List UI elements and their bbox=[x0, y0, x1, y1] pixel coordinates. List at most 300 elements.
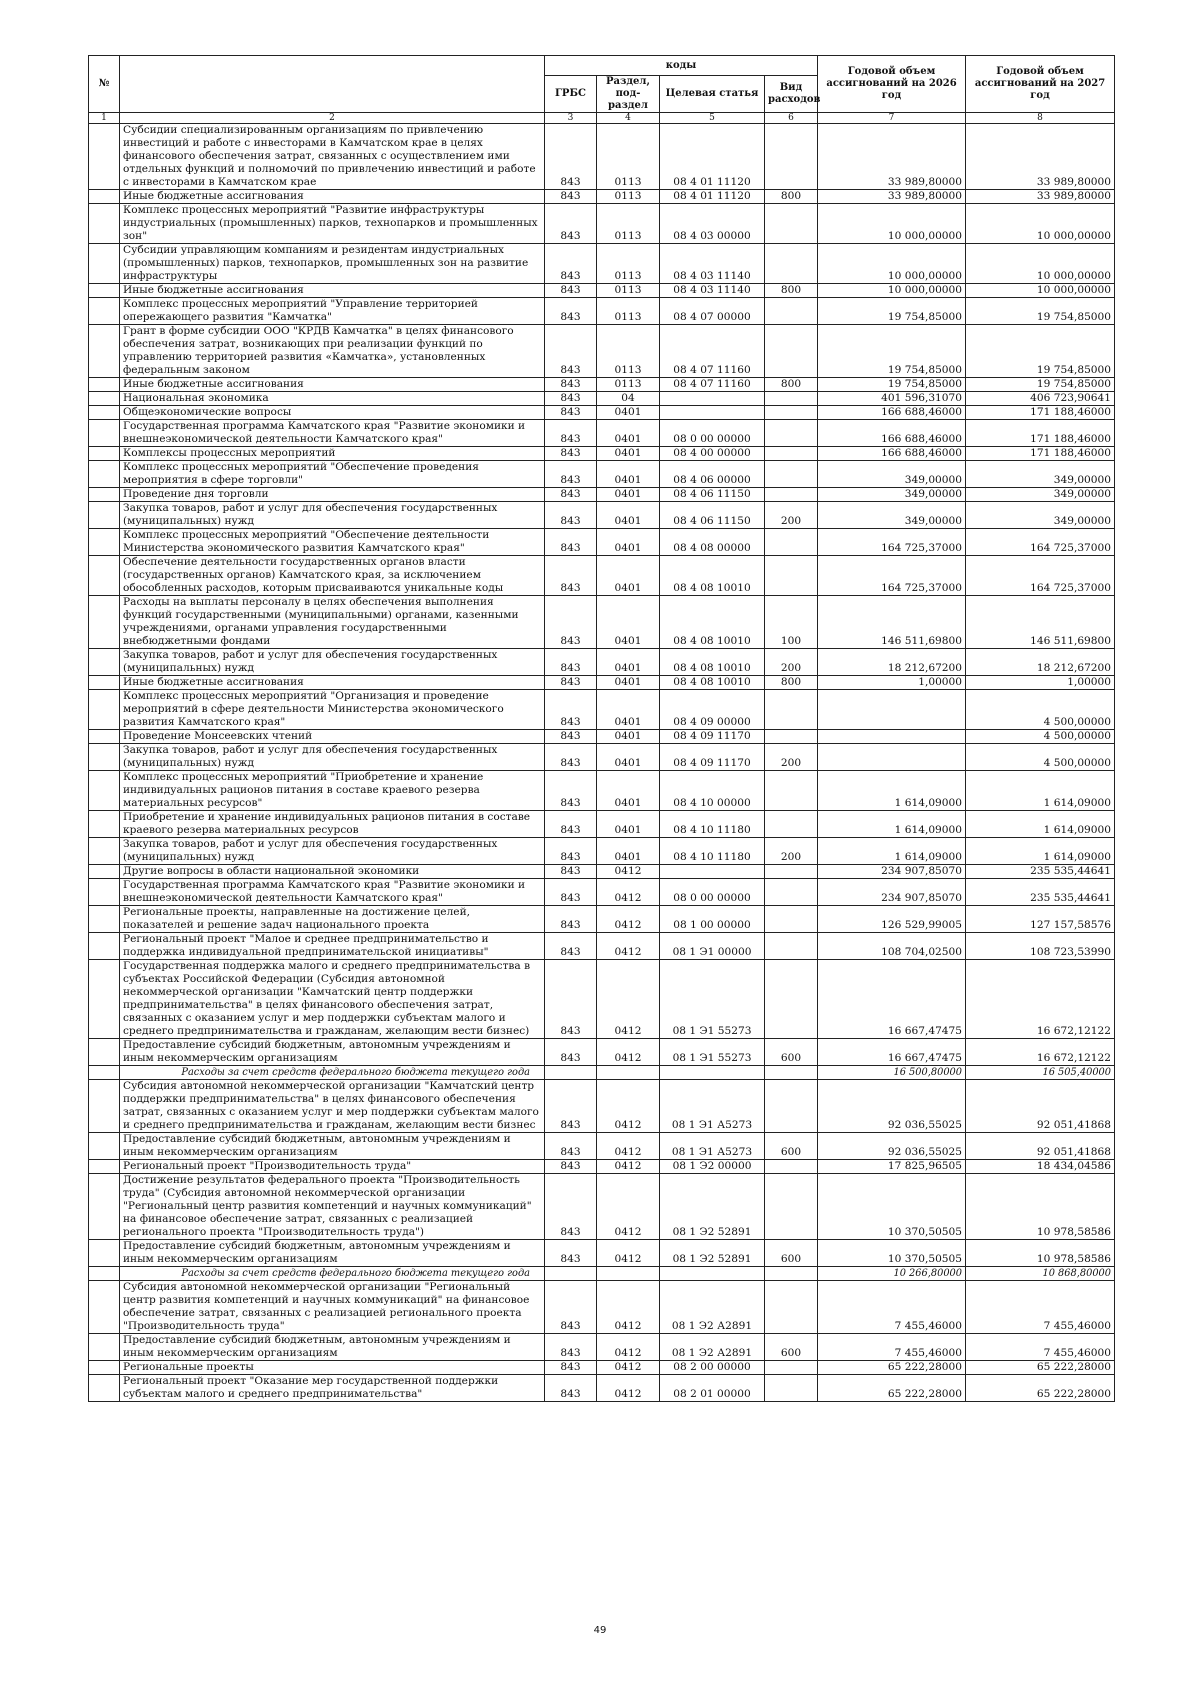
target-article-code: 08 4 03 11140 bbox=[660, 244, 765, 284]
table-body bbox=[89, 124, 1115, 1402]
row-no-cell bbox=[89, 488, 120, 502]
amount-2026: 164 725,37000 bbox=[818, 529, 966, 556]
amount-2026: 1 614,09000 bbox=[818, 771, 966, 811]
header-2027: Годовой объем ассигнований на 2027 год bbox=[966, 56, 1115, 113]
row-no-cell bbox=[89, 190, 120, 204]
section-code: 0401 bbox=[597, 461, 660, 488]
amount-2026: 19 754,85000 bbox=[818, 325, 966, 378]
amount-2026 bbox=[818, 730, 966, 744]
target-article-code: 08 1 Э2 52891 bbox=[660, 1174, 765, 1240]
target-article-code bbox=[660, 406, 765, 420]
expense-name: Комплекс процессных мероприятий "Обеспечение проведения мероприятия в сфере торговли" bbox=[120, 461, 545, 488]
section-code: 0412 bbox=[597, 1160, 660, 1174]
col-number: 4 bbox=[597, 113, 660, 124]
target-article-code: 08 4 07 00000 bbox=[660, 298, 765, 325]
table-row bbox=[89, 502, 1115, 529]
grbs-code: 843 bbox=[545, 529, 597, 556]
amount-2027: 349,00000 bbox=[966, 488, 1115, 502]
amount-2026: 126 529,99005 bbox=[818, 906, 966, 933]
amount-2026: 19 754,85000 bbox=[818, 298, 966, 325]
target-article-code: 08 1 Э2 А2891 bbox=[660, 1281, 765, 1334]
section-code: 0113 bbox=[597, 204, 660, 244]
expense-type-code: 200 bbox=[765, 502, 818, 529]
amount-2026: 349,00000 bbox=[818, 488, 966, 502]
section-code: 0401 bbox=[597, 556, 660, 596]
expense-type-code bbox=[765, 865, 818, 879]
table-row bbox=[89, 906, 1115, 933]
grbs-code: 843 bbox=[545, 865, 597, 879]
amount-2027: 1 614,09000 bbox=[966, 771, 1115, 811]
grbs-code bbox=[545, 1066, 597, 1080]
expense-type-code bbox=[765, 447, 818, 461]
amount-2026: 108 704,02500 bbox=[818, 933, 966, 960]
amount-2027: 171 188,46000 bbox=[966, 420, 1115, 447]
table-row bbox=[89, 556, 1115, 596]
amount-2026: 146 511,69800 bbox=[818, 596, 966, 649]
expense-name: Региональный проект "Производительность труда" bbox=[120, 1160, 545, 1174]
expense-type-code bbox=[765, 1375, 818, 1402]
amount-2026: 65 222,28000 bbox=[818, 1361, 966, 1375]
table-row bbox=[89, 1160, 1115, 1174]
expense-type-code bbox=[765, 933, 818, 960]
expense-type-code bbox=[765, 1066, 818, 1080]
row-no-cell bbox=[89, 1066, 120, 1080]
table-row bbox=[89, 730, 1115, 744]
table-row bbox=[89, 838, 1115, 865]
table-row bbox=[89, 190, 1115, 204]
row-no-cell bbox=[89, 865, 120, 879]
amount-2026: 16 667,47475 bbox=[818, 960, 966, 1039]
row-no-cell bbox=[89, 1133, 120, 1160]
row-no-cell bbox=[89, 325, 120, 378]
expense-name: Региональные проекты bbox=[120, 1361, 545, 1375]
expense-type-code bbox=[765, 1361, 818, 1375]
row-no-cell bbox=[89, 298, 120, 325]
grbs-code: 843 bbox=[545, 879, 597, 906]
amount-2026: 1,00000 bbox=[818, 676, 966, 690]
target-article-code: 08 4 01 11120 bbox=[660, 190, 765, 204]
row-no-cell bbox=[89, 529, 120, 556]
amount-2026: 166 688,46000 bbox=[818, 406, 966, 420]
section-code: 0401 bbox=[597, 811, 660, 838]
row-no-cell bbox=[89, 204, 120, 244]
target-article-code: 08 1 00 00000 bbox=[660, 906, 765, 933]
header-no: № bbox=[89, 56, 120, 113]
expense-name: Государственная программа Камчатского края "Развитие экономики и внешнеэкономической деятельности Камчатского края" bbox=[120, 420, 545, 447]
amount-2026: 10 000,00000 bbox=[818, 284, 966, 298]
target-article-code: 08 1 Э1 55273 bbox=[660, 960, 765, 1039]
expense-type-code: 800 bbox=[765, 190, 818, 204]
amount-2026: 17 825,96505 bbox=[818, 1160, 966, 1174]
table-row bbox=[89, 1281, 1115, 1334]
row-no-cell bbox=[89, 1267, 120, 1281]
amount-2026: 19 754,85000 bbox=[818, 378, 966, 392]
grbs-code: 843 bbox=[545, 502, 597, 529]
grbs-code: 843 bbox=[545, 1080, 597, 1133]
table-row bbox=[89, 378, 1115, 392]
expense-type-code bbox=[765, 1174, 818, 1240]
target-article-code: 08 1 Э1 55273 bbox=[660, 1039, 765, 1066]
section-code: 0412 bbox=[597, 960, 660, 1039]
amount-2026: 10 000,00000 bbox=[818, 244, 966, 284]
expense-type-code: 200 bbox=[765, 744, 818, 771]
target-article-code: 08 4 10 11180 bbox=[660, 811, 765, 838]
section-code: 0401 bbox=[597, 596, 660, 649]
target-article-code bbox=[660, 865, 765, 879]
expense-type-code bbox=[765, 244, 818, 284]
amount-2026: 234 907,85070 bbox=[818, 865, 966, 879]
expense-type-code bbox=[765, 420, 818, 447]
section-code: 0412 bbox=[597, 1174, 660, 1240]
expense-type-code: 600 bbox=[765, 1334, 818, 1361]
amount-2027: 19 754,85000 bbox=[966, 325, 1115, 378]
amount-2026: 1 614,09000 bbox=[818, 838, 966, 865]
expense-name: Другие вопросы в области национальной экономики bbox=[120, 865, 545, 879]
expense-type-code: 200 bbox=[765, 838, 818, 865]
row-no-cell bbox=[89, 744, 120, 771]
target-article-code: 08 1 Э1 А5273 bbox=[660, 1133, 765, 1160]
amount-2026: 1 614,09000 bbox=[818, 811, 966, 838]
header-exptype: Вид расходов bbox=[765, 76, 818, 113]
row-no-cell bbox=[89, 447, 120, 461]
section-code: 0412 bbox=[597, 1361, 660, 1375]
expense-name: Общеэкономические вопросы bbox=[120, 406, 545, 420]
expense-type-code bbox=[765, 392, 818, 406]
expense-name: Расходы за счет средств федерального бюджета текущего года bbox=[120, 1267, 545, 1281]
grbs-code: 843 bbox=[545, 190, 597, 204]
grbs-code bbox=[545, 1267, 597, 1281]
expense-name: Комплекс процессных мероприятий "Организация и проведение мероприятий в сфере деятельности Министерства экономического развития Камчатского края" bbox=[120, 690, 545, 730]
table-row bbox=[89, 879, 1115, 906]
table-row bbox=[89, 1375, 1115, 1402]
grbs-code: 843 bbox=[545, 1375, 597, 1402]
grbs-code: 843 bbox=[545, 933, 597, 960]
amount-2026: 18 212,67200 bbox=[818, 649, 966, 676]
amount-2027: 4 500,00000 bbox=[966, 744, 1115, 771]
expense-name: Комплекс процессных мероприятий "Обеспечение деятельности Министерства экономического развития Камчатского края" bbox=[120, 529, 545, 556]
table-row bbox=[89, 244, 1115, 284]
amount-2027: 235 535,44641 bbox=[966, 865, 1115, 879]
row-no-cell bbox=[89, 811, 120, 838]
amount-2027: 406 723,90641 bbox=[966, 392, 1115, 406]
grbs-code: 843 bbox=[545, 488, 597, 502]
section-code: 0113 bbox=[597, 284, 660, 298]
row-no-cell bbox=[89, 730, 120, 744]
row-no-cell bbox=[89, 1174, 120, 1240]
amount-2027: 164 725,37000 bbox=[966, 556, 1115, 596]
amount-2026: 401 596,31070 bbox=[818, 392, 966, 406]
expense-name: Предоставление субсидий бюджетным, автономным учреждениям и иным некоммерческим организациям bbox=[120, 1240, 545, 1267]
table-row bbox=[89, 325, 1115, 378]
grbs-code: 843 bbox=[545, 461, 597, 488]
target-article-code: 08 4 09 00000 bbox=[660, 690, 765, 730]
target-article-code: 08 4 08 10010 bbox=[660, 649, 765, 676]
grbs-code: 843 bbox=[545, 392, 597, 406]
target-article-code: 08 4 09 11170 bbox=[660, 744, 765, 771]
expense-type-code bbox=[765, 1080, 818, 1133]
grbs-code: 843 bbox=[545, 325, 597, 378]
amount-2027: 1 614,09000 bbox=[966, 811, 1115, 838]
row-no-cell bbox=[89, 960, 120, 1039]
table-row bbox=[89, 744, 1115, 771]
target-article-code: 08 4 08 10010 bbox=[660, 596, 765, 649]
amount-2027: 127 157,58576 bbox=[966, 906, 1115, 933]
expense-name: Субсидия автономной некоммерческой организации "Камчатский центр поддержки предпринимательства" в целях финансового обеспечения затрат, связанных с оказанием услуг и мер поддержки субъектам малого и среднего предпринимательства и гражданам, желающим вести бизнес bbox=[120, 1080, 545, 1133]
amount-2027: 235 535,44641 bbox=[966, 879, 1115, 906]
expense-type-code: 200 bbox=[765, 649, 818, 676]
amount-2026: 10 370,50505 bbox=[818, 1240, 966, 1267]
row-no-cell bbox=[89, 1160, 120, 1174]
grbs-code: 843 bbox=[545, 596, 597, 649]
grbs-code: 843 bbox=[545, 420, 597, 447]
table-row bbox=[89, 284, 1115, 298]
target-article-code: 08 0 00 00000 bbox=[660, 420, 765, 447]
section-code: 0401 bbox=[597, 488, 660, 502]
federal-budget-row bbox=[89, 1267, 1115, 1281]
grbs-code: 843 bbox=[545, 378, 597, 392]
target-article-code: 08 1 Э2 А2891 bbox=[660, 1334, 765, 1361]
grbs-code: 843 bbox=[545, 204, 597, 244]
section-code: 0401 bbox=[597, 730, 660, 744]
amount-2027: 19 754,85000 bbox=[966, 298, 1115, 325]
expense-type-code: 100 bbox=[765, 596, 818, 649]
amount-2027: 18 434,04586 bbox=[966, 1160, 1115, 1174]
expense-type-code bbox=[765, 298, 818, 325]
grbs-code: 843 bbox=[545, 1160, 597, 1174]
table-row bbox=[89, 690, 1115, 730]
expense-type-code: 800 bbox=[765, 676, 818, 690]
col-number: 2 bbox=[120, 113, 545, 124]
expense-type-code bbox=[765, 1267, 818, 1281]
amount-2027: 349,00000 bbox=[966, 461, 1115, 488]
expense-name: Региональный проект "Малое и среднее предпринимательство и поддержка индивидуальной предпринимательской инициативы" bbox=[120, 933, 545, 960]
section-code: 0113 bbox=[597, 298, 660, 325]
section-code: 0401 bbox=[597, 420, 660, 447]
col-number: 5 bbox=[660, 113, 765, 124]
amount-2026 bbox=[818, 744, 966, 771]
section-code: 0412 bbox=[597, 879, 660, 906]
amount-2026: 92 036,55025 bbox=[818, 1133, 966, 1160]
section-code: 0412 bbox=[597, 933, 660, 960]
table-row bbox=[89, 461, 1115, 488]
grbs-code: 843 bbox=[545, 960, 597, 1039]
grbs-code: 843 bbox=[545, 1361, 597, 1375]
row-no-cell bbox=[89, 1039, 120, 1066]
section-code: 0113 bbox=[597, 190, 660, 204]
section-code: 0401 bbox=[597, 771, 660, 811]
amount-2026: 16 667,47475 bbox=[818, 1039, 966, 1066]
expense-type-code bbox=[765, 730, 818, 744]
target-article-code: 08 0 00 00000 bbox=[660, 879, 765, 906]
section-code: 04 bbox=[597, 392, 660, 406]
amount-2027: 18 212,67200 bbox=[966, 649, 1115, 676]
grbs-code: 843 bbox=[545, 906, 597, 933]
expense-type-code bbox=[765, 124, 818, 190]
section-code: 0401 bbox=[597, 406, 660, 420]
target-article-code: 08 4 06 00000 bbox=[660, 461, 765, 488]
row-no-cell bbox=[89, 556, 120, 596]
expense-name: Субсидия автономной некоммерческой организации "Региональный центр развития компетенций и научных коммуникаций" на финансовое обеспечение затрат, связанных с реализацией регионального проекта "Производительность труда" bbox=[120, 1281, 545, 1334]
grbs-code: 843 bbox=[545, 1281, 597, 1334]
row-no-cell bbox=[89, 933, 120, 960]
expense-name: Закупка товаров, работ и услуг для обеспечения государственных (муниципальных) нужд bbox=[120, 744, 545, 771]
amount-2026: 16 500,80000 bbox=[818, 1066, 966, 1080]
section-code bbox=[597, 1267, 660, 1281]
expense-type-code bbox=[765, 406, 818, 420]
amount-2027: 10 978,58586 bbox=[966, 1240, 1115, 1267]
expense-type-code bbox=[765, 690, 818, 730]
target-article-code: 08 4 10 00000 bbox=[660, 771, 765, 811]
target-article-code: 08 1 Э1 00000 bbox=[660, 933, 765, 960]
amount-2027: 19 754,85000 bbox=[966, 378, 1115, 392]
table-row bbox=[89, 488, 1115, 502]
expense-name: Проведение дня торговли bbox=[120, 488, 545, 502]
amount-2026: 10 266,80000 bbox=[818, 1267, 966, 1281]
table-row bbox=[89, 960, 1115, 1039]
amount-2027: 65 222,28000 bbox=[966, 1361, 1115, 1375]
table-row bbox=[89, 406, 1115, 420]
grbs-code: 843 bbox=[545, 811, 597, 838]
section-code: 0113 bbox=[597, 325, 660, 378]
table-row bbox=[89, 771, 1115, 811]
expense-name: Приобретение и хранение индивидуальных рационов питания в составе краевого резерва материальных ресурсов bbox=[120, 811, 545, 838]
table-row bbox=[89, 447, 1115, 461]
amount-2026: 164 725,37000 bbox=[818, 556, 966, 596]
row-no-cell bbox=[89, 838, 120, 865]
row-no-cell bbox=[89, 378, 120, 392]
budget-table bbox=[88, 55, 1115, 1402]
table-row bbox=[89, 811, 1115, 838]
section-code: 0401 bbox=[597, 502, 660, 529]
row-no-cell bbox=[89, 502, 120, 529]
section-code: 0412 bbox=[597, 1240, 660, 1267]
expense-name: Субсидии управляющим компаниям и резидентам индустриальных (промышленных) парков, технопарков, промышленных зон на развитие инфраструктуры bbox=[120, 244, 545, 284]
expense-name: Государственная программа Камчатского края "Развитие экономики и внешнеэкономической деятельности Камчатского края" bbox=[120, 879, 545, 906]
table-row bbox=[89, 1039, 1115, 1066]
table-row bbox=[89, 1133, 1115, 1160]
col-number: 3 bbox=[545, 113, 597, 124]
amount-2026: 65 222,28000 bbox=[818, 1375, 966, 1402]
row-no-cell bbox=[89, 879, 120, 906]
amount-2027: 10 978,58586 bbox=[966, 1174, 1115, 1240]
amount-2027: 16 672,12122 bbox=[966, 960, 1115, 1039]
target-article-code: 08 4 00 00000 bbox=[660, 447, 765, 461]
expense-name: Предоставление субсидий бюджетным, автономным учреждениям и иным некоммерческим организациям bbox=[120, 1334, 545, 1361]
expense-name: Комплекс процессных мероприятий "Управление территорией опережающего развития "Камчатка" bbox=[120, 298, 545, 325]
target-article-code: 08 4 10 11180 bbox=[660, 838, 765, 865]
section-code: 0412 bbox=[597, 1375, 660, 1402]
table-row bbox=[89, 1240, 1115, 1267]
section-code: 0412 bbox=[597, 906, 660, 933]
expense-name: Региональный проект "Оказание мер государственной поддержки субъектам малого и среднего предпринимательства" bbox=[120, 1375, 545, 1402]
table-row bbox=[89, 1174, 1115, 1240]
amount-2026: 33 989,80000 bbox=[818, 124, 966, 190]
amount-2026: 7 455,46000 bbox=[818, 1334, 966, 1361]
header-grbs: ГРБС bbox=[545, 76, 597, 113]
section-code: 0113 bbox=[597, 244, 660, 284]
target-article-code: 08 1 Э2 00000 bbox=[660, 1160, 765, 1174]
expense-name: Иные бюджетные ассигнования bbox=[120, 190, 545, 204]
grbs-code: 843 bbox=[545, 1133, 597, 1160]
section-code bbox=[597, 1066, 660, 1080]
section-code: 0401 bbox=[597, 744, 660, 771]
grbs-code: 843 bbox=[545, 649, 597, 676]
col-number: 8 bbox=[966, 113, 1115, 124]
expense-name: Субсидии специализированным организациям по привлечению инвестиций и работе с инвесторами в Камчатском крае в целях финансового обеспечения затрат, связанных с осуществлением ими отдельных функций и полномочий по привлечению инвестиций и работе с инвесторами в Камчатском крае bbox=[120, 124, 545, 190]
expense-type-code bbox=[765, 811, 818, 838]
table-row bbox=[89, 649, 1115, 676]
expense-name: Региональные проекты, направленные на достижение целей, показателей и решение задач национального проекта bbox=[120, 906, 545, 933]
expense-name: Закупка товаров, работ и услуг для обеспечения государственных (муниципальных) нужд bbox=[120, 838, 545, 865]
amount-2027: 171 188,46000 bbox=[966, 406, 1115, 420]
table-row bbox=[89, 1080, 1115, 1133]
target-article-code: 08 4 06 11150 bbox=[660, 502, 765, 529]
grbs-code: 843 bbox=[545, 676, 597, 690]
row-no-cell bbox=[89, 392, 120, 406]
expense-type-code bbox=[765, 906, 818, 933]
amount-2026: 10 370,50505 bbox=[818, 1174, 966, 1240]
expense-name: Иные бюджетные ассигнования bbox=[120, 284, 545, 298]
table-row bbox=[89, 420, 1115, 447]
amount-2027: 108 723,53990 bbox=[966, 933, 1115, 960]
amount-2027: 171 188,46000 bbox=[966, 447, 1115, 461]
expense-name: Национальная экономика bbox=[120, 392, 545, 406]
expense-type-code bbox=[765, 556, 818, 596]
header-section: Раздел, под-раздел bbox=[597, 76, 660, 113]
target-article-code: 08 4 03 00000 bbox=[660, 204, 765, 244]
section-code: 0401 bbox=[597, 676, 660, 690]
section-code: 0412 bbox=[597, 1133, 660, 1160]
target-article-code: 08 1 Э2 52891 bbox=[660, 1240, 765, 1267]
expense-name: Грант в форме субсидии ООО "КРДВ Камчатка" в целях финансового обеспечения затрат, возникающих при реализации функций по управлению территорией развития «Камчатка», установленных федеральным законом bbox=[120, 325, 545, 378]
row-no-cell bbox=[89, 461, 120, 488]
row-no-cell bbox=[89, 244, 120, 284]
row-no-cell bbox=[89, 690, 120, 730]
table-row bbox=[89, 1334, 1115, 1361]
target-article-code bbox=[660, 1066, 765, 1080]
table-row bbox=[89, 392, 1115, 406]
amount-2027: 10 000,00000 bbox=[966, 244, 1115, 284]
expense-name: Проведение Монсеевских чтений bbox=[120, 730, 545, 744]
row-no-cell bbox=[89, 676, 120, 690]
row-no-cell bbox=[89, 649, 120, 676]
expense-name: Закупка товаров, работ и услуг для обеспечения государственных (муниципальных) нужд bbox=[120, 502, 545, 529]
expense-name: Достижение результатов федерального проекта "Производительность труда" (Субсидия автономной некоммерческой организации "Региональный центр развития компетенций и научных коммуникаций" на финансовое обеспечение затрат, связанных с реализацией регионального проекта "Производительность труда") bbox=[120, 1174, 545, 1240]
target-article-code: 08 2 00 00000 bbox=[660, 1361, 765, 1375]
expense-name: Предоставление субсидий бюджетным, автономным учреждениям и иным некоммерческим организациям bbox=[120, 1133, 545, 1160]
expense-type-code: 800 bbox=[765, 284, 818, 298]
section-code: 0401 bbox=[597, 838, 660, 865]
section-code: 0412 bbox=[597, 1080, 660, 1133]
target-article-code bbox=[660, 1267, 765, 1281]
expense-type-code bbox=[765, 879, 818, 906]
amount-2027: 349,00000 bbox=[966, 502, 1115, 529]
section-code: 0401 bbox=[597, 529, 660, 556]
table-row bbox=[89, 529, 1115, 556]
amount-2027: 7 455,46000 bbox=[966, 1281, 1115, 1334]
target-article-code: 08 4 08 00000 bbox=[660, 529, 765, 556]
section-code: 0113 bbox=[597, 124, 660, 190]
amount-2026: 166 688,46000 bbox=[818, 420, 966, 447]
row-no-cell bbox=[89, 420, 120, 447]
grbs-code: 843 bbox=[545, 838, 597, 865]
expense-name: Комплекс процессных мероприятий "Развитие инфраструктуры индустриальных (промышленных) парков, технопарков и промышленных зон" bbox=[120, 204, 545, 244]
amount-2026: 92 036,55025 bbox=[818, 1080, 966, 1133]
expense-type-code: 800 bbox=[765, 378, 818, 392]
grbs-code: 843 bbox=[545, 1334, 597, 1361]
section-code: 0401 bbox=[597, 649, 660, 676]
amount-2027: 92 051,41868 bbox=[966, 1133, 1115, 1160]
